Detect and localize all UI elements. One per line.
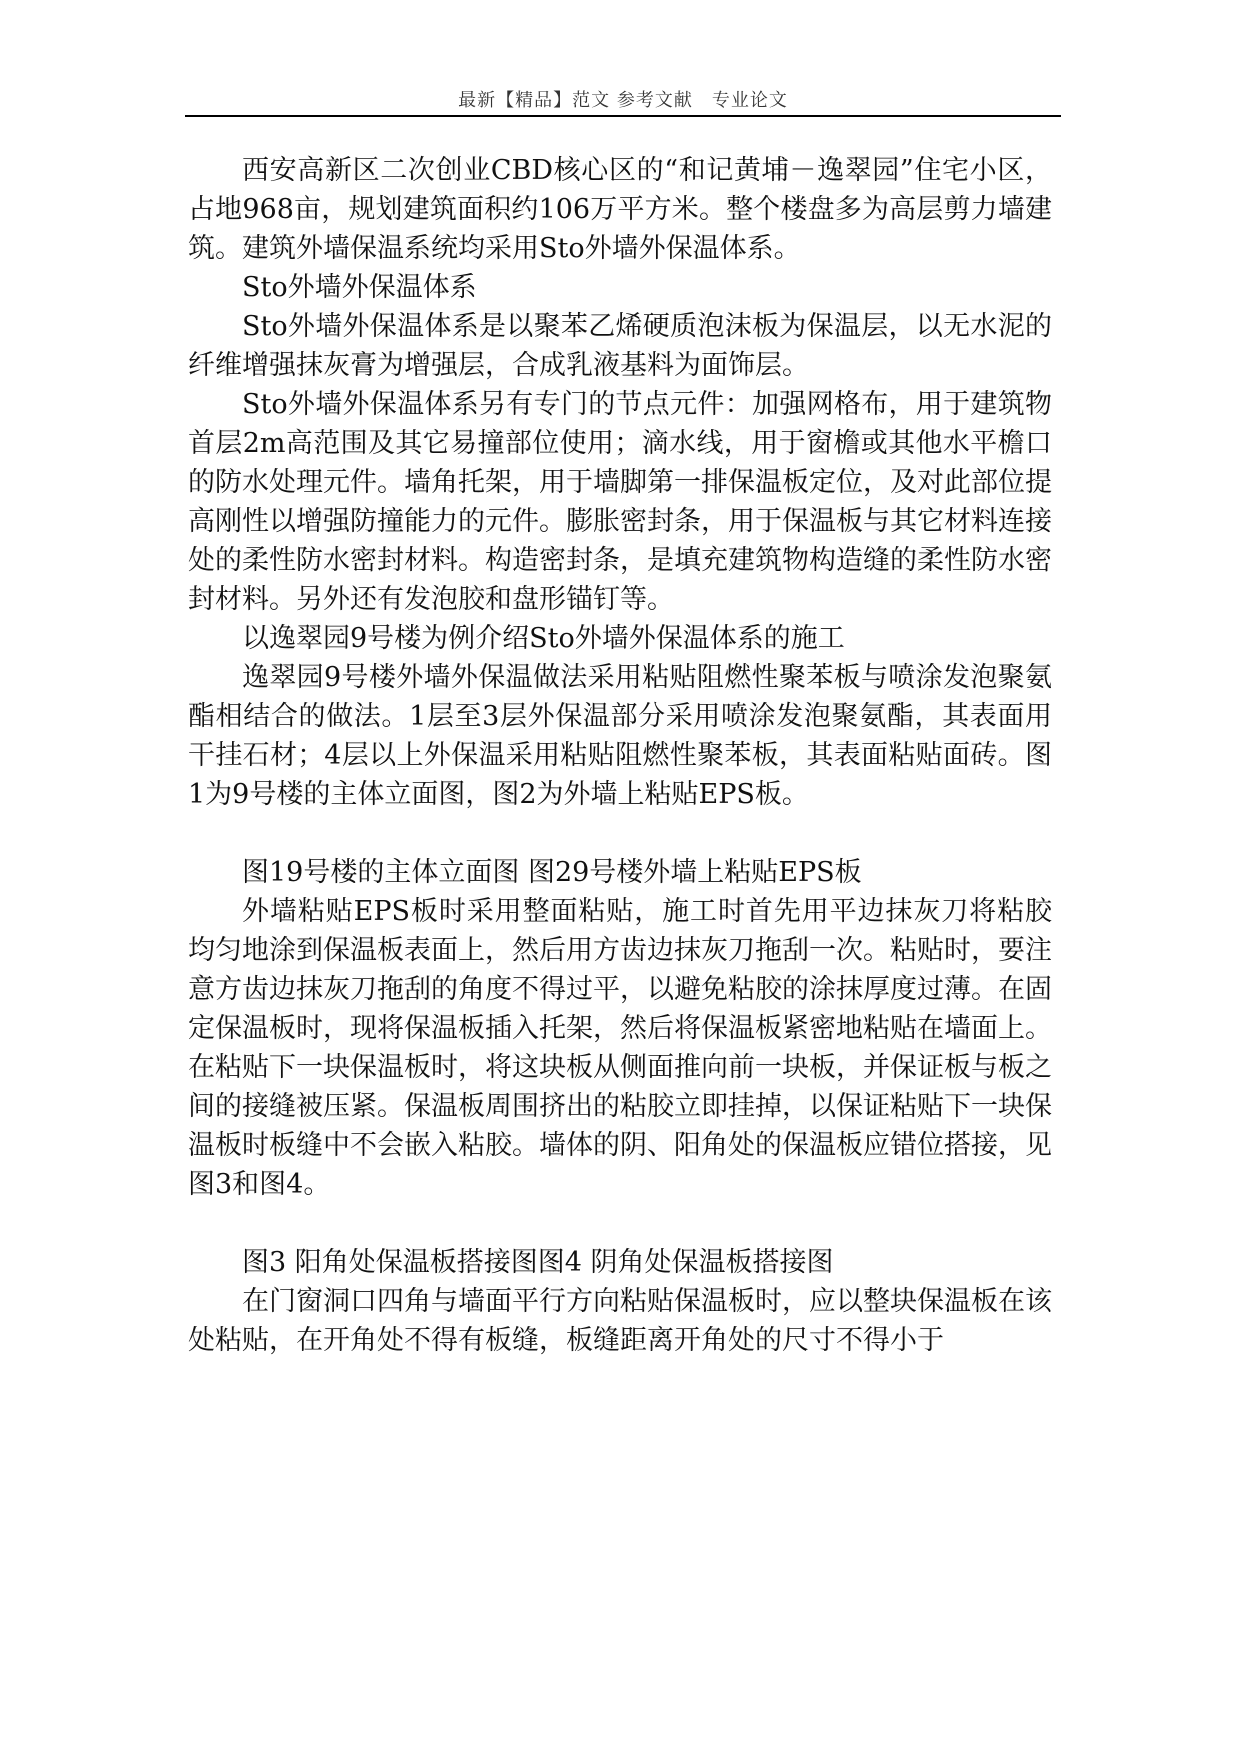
paragraph-node-components: Sto外墙外保温体系另有专门的节点元件：加强网格布，用于建筑物首层2m高范围及其它易撞部位使用；滴水线，用于窗檐或其他水平檐口的防水处理元件。墙角托架，用于墙脚第一排保温板定位，及对此部位提高刚性以增强防撞能力的元件。膨胀密封条，用于保温板与其它材料连接处的柔性防水密封材料。构造密封条，是填充建筑物构造缝的柔性防水密封材料。另外还有发泡胶和盘形锚钉等。 bbox=[188, 389, 1052, 615]
section-heading-sto-system: Sto外墙外保温体系 bbox=[242, 272, 477, 303]
paragraph-project-intro: 西安高新区二次创业CBD核心区的“和记黄埔－逸翠园”住宅小区， 占地968亩，规划建筑面积约106万平方米。整个楼盘多为高层剪力墙建筑。建筑外墙保温系统均采用Sto外墙外保温体系。 bbox=[188, 155, 1052, 264]
paragraph-openings: 在门窗洞口四角与墙面平行方向粘贴保温板时，应以整块保温板在该处粘贴，在开角处不得有板缝，板缝距离开角处的尺寸不得小于 bbox=[188, 1286, 1052, 1356]
document-body bbox=[188, 151, 1052, 1360]
page-header: 最新【精品】范文 参考文献 专业论文 bbox=[458, 90, 788, 111]
paragraph-eps-bonding: 外墙粘贴EPS板时采用整面粘贴，施工时首先用平边抹灰刀将粘胶均匀地涂到保温板表面上，然后用方齿边抹灰刀拖刮一次。粘贴时，要注意方齿边抹灰刀拖刮的角度不得过平，以避免粘胶的涂抹厚度过薄。在固定保温板时，现将保温板插入托架，然后将保温板紧密地粘贴在墙面上。在粘贴下一块保温板时，将这块板从侧面推向前一块板，并保证板与板之间的接缝被压紧。保温板周围挤出的粘胶立即挂掉，以保证粘贴下一块保温板时板缝中不会嵌入粘胶。墙体的阴、阳角处的保温板应错位搭接，见图3和图4。 bbox=[188, 896, 1052, 1200]
paragraph-building-9-method: 逸翠园9号楼外墙外保温做法采用粘贴阻燃性聚苯板与喷涂发泡聚氨酯相结合的做法。1层至3层外保温部分采用喷涂发泡聚氨酯，其表面用干挂石材；4层以上外保温采用粘贴阻燃性聚苯板，其表面粘贴面砖。图1为9号楼的主体立面图，图2为外墙上粘贴EPS板。 bbox=[188, 662, 1052, 810]
section-heading-construction-example: 以逸翠园9号楼为例介绍Sto外墙外保温体系的施工 bbox=[242, 623, 845, 654]
header-divider bbox=[185, 115, 1061, 117]
paragraph-sto-definition: Sto外墙外保温体系是以聚苯乙烯硬质泡沫板为保温层，以无水泥的纤维增强抹灰膏为增强层，合成乳液基料为面饰层。 bbox=[188, 311, 1052, 381]
figure-caption-3-4: 图3 阳角处保温板搭接图图4 阴角处保温板搭接图 bbox=[242, 1247, 834, 1278]
figure-caption-1-2: 图19号楼的主体立面图 图29号楼外墙上粘贴EPS板 bbox=[242, 857, 862, 888]
